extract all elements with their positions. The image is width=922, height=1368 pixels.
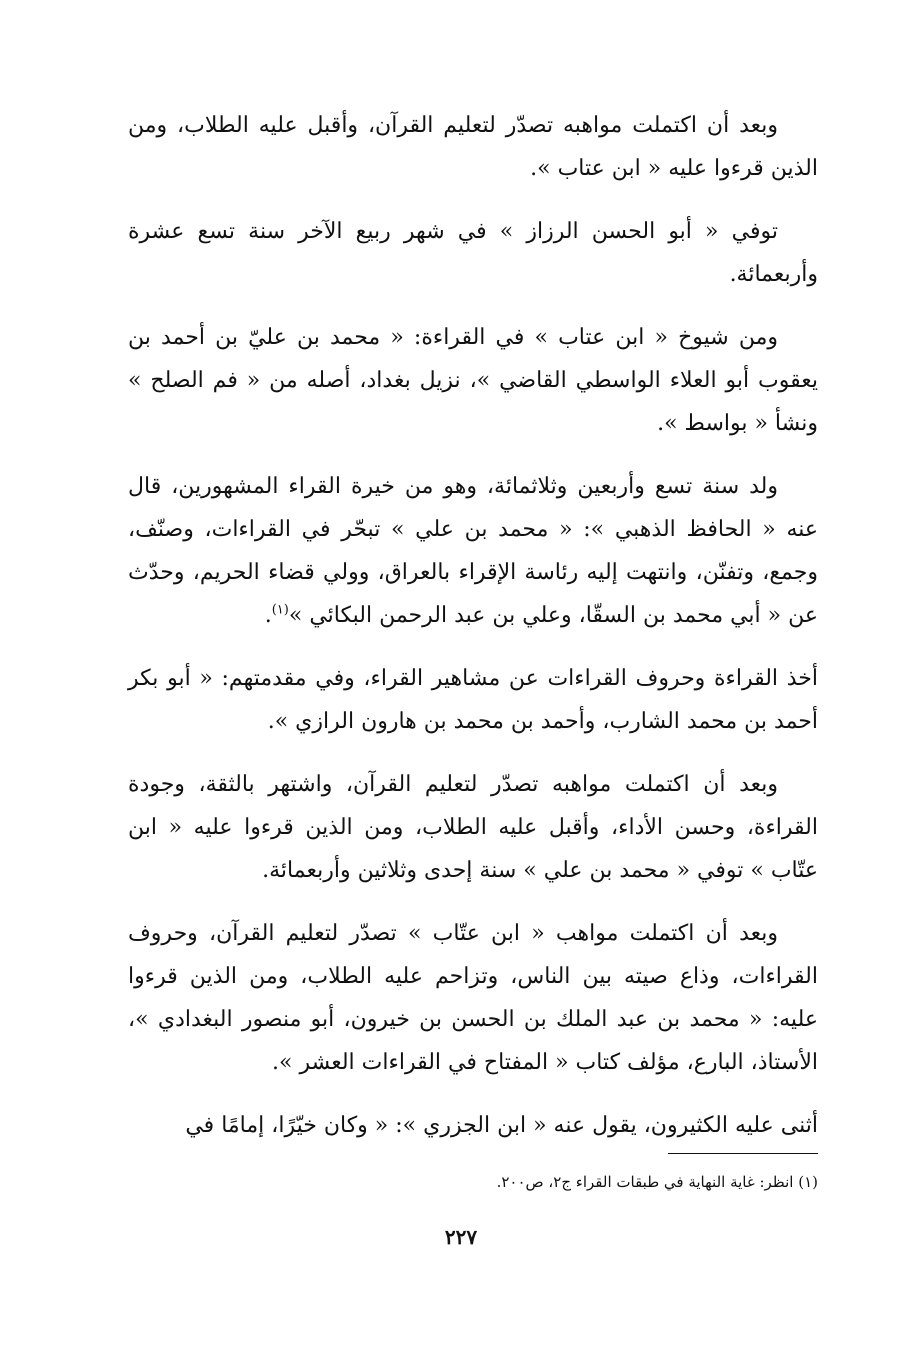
paragraph-2-text: توفي « أبو الحسن الرزاز » في شهر ربيع الآخر سنة تسع عشرة وأربعمائة.: [128, 219, 818, 287]
paragraph-5: [128, 657, 818, 743]
footnote: [128, 1170, 818, 1194]
paragraph-6-text: وبعد أن اكتملت مواهبه تصدّر لتعليم القرآن، واشتهر بالثقة، وجودة القراءة، وحسن الأداء، وأقبل عليه الطلاب، ومن الذين قرءوا عليه « ابن عتّاب » توفي « محمد بن علي » سنة إحدى وثلاثين وأربعمائة.: [128, 772, 818, 883]
paragraph-3-text: ومن شيوخ « ابن عتاب » في القراءة: « محمد بن عليّ بن أحمد بن يعقوب أبو العلاء الواسطي القاضي »، نزيل بغداد، أصله من « فم الصلح » ونشأ « بواسط ».: [128, 325, 818, 436]
paragraph-4-tail: .: [264, 603, 272, 628]
page-body: [128, 104, 818, 1167]
paragraph-2: [128, 210, 818, 296]
paragraph-4-text: ولد سنة تسع وأربعين وثلاثمائة، وهو من خيرة القراء المشهورين، قال عنه « الحافظ الذهبي »: « محمد بن علي » تبحّر في القراءات، وصنّف، وجمع، وتفنّن، وانتهت إليه رئاسة الإقراء بالعراق، وولي قضاء الحريم، وحدّث عن « أبي محمد بن السقّا، وعلي بن عبد الرحمن البكائي »: [128, 474, 818, 628]
paragraph-1-text: وبعد أن اكتملت مواهبه تصدّر لتعليم القرآن، وأقبل عليه الطلاب، ومن الذين قرءوا عليه « ابن عتاب ».: [128, 113, 818, 181]
paragraph-1: [128, 104, 818, 190]
paragraph-3: [128, 316, 818, 445]
footnote-reference[interactable]: (١): [271, 602, 289, 618]
paragraph-8-text: أثنى عليه الكثيرون، يقول عنه « ابن الجزري »: « وكان خيّرًا، إمامًا في: [185, 1113, 818, 1138]
footnote-text: (١) انظر: غاية النهاية في طبقات القراء ج٢، ص٢٠٠.: [496, 1173, 818, 1191]
paragraph-4: [128, 465, 818, 637]
footnote-divider: [668, 1153, 818, 1154]
page-number: ٢٢٧: [444, 1225, 478, 1249]
paragraph-7: [128, 912, 818, 1084]
paragraph-8: [128, 1104, 818, 1147]
paragraph-7-text: وبعد أن اكتملت مواهب « ابن عتّاب » تصدّر لتعليم القرآن، وحروف القراءات، وذاع صيته بين الناس، وتزاحم عليه الطلاب، ومن الذين قرءوا عليه: « محمد بن عبد الملك بن الحسن بن خيرون، أبو منصور البغدادي »، الأستاذ، البارع، مؤلف كتاب « المفتاح في القراءات العشر ».: [128, 921, 818, 1075]
paragraph-5-text: أخذ القراءة وحروف القراءات عن مشاهير القراء، وفي مقدمتهم: « أبو بكر أحمد بن محمد الشارب، وأحمد بن محمد بن هارون الرازي ».: [128, 666, 818, 734]
paragraph-6: [128, 763, 818, 892]
